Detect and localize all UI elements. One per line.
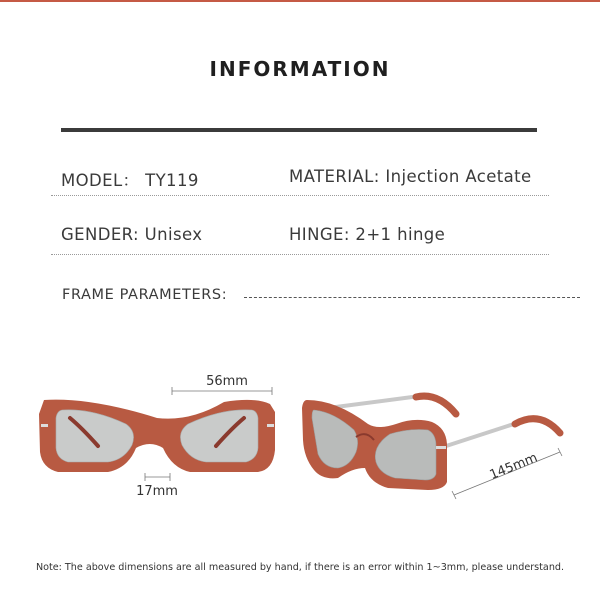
side-temple-far-tip xyxy=(416,396,456,414)
glasses-front-view xyxy=(39,374,275,499)
spec-gender: GENDER: Unisex xyxy=(61,225,203,244)
front-hinge-left xyxy=(41,424,48,427)
lens-width-label: 56mm xyxy=(206,374,248,389)
page-title: INFORMATION xyxy=(209,57,391,81)
side-temple-near-tip xyxy=(515,419,560,433)
spec-model: MODEL： TY119 xyxy=(61,171,199,190)
frame-parameters-label: FRAME PARAMETERS: xyxy=(62,287,228,303)
measurement-note: Note: The above dimensions are all measured by hand, if there is an error within 1~3mm, please understand. xyxy=(35,562,565,573)
side-hinge xyxy=(436,446,446,449)
temple-length-label: 145mm xyxy=(487,450,540,484)
side-temple-far xyxy=(328,396,420,408)
spec-hinge: HINGE: 2+1 hinge xyxy=(289,225,446,244)
bridge-width-label: 17mm xyxy=(136,484,178,499)
front-hinge-right xyxy=(267,424,274,427)
side-temple-near xyxy=(440,422,520,448)
spec-material: MATERIAL: Injection Acetate xyxy=(289,167,532,186)
glasses-side-view xyxy=(302,396,562,499)
